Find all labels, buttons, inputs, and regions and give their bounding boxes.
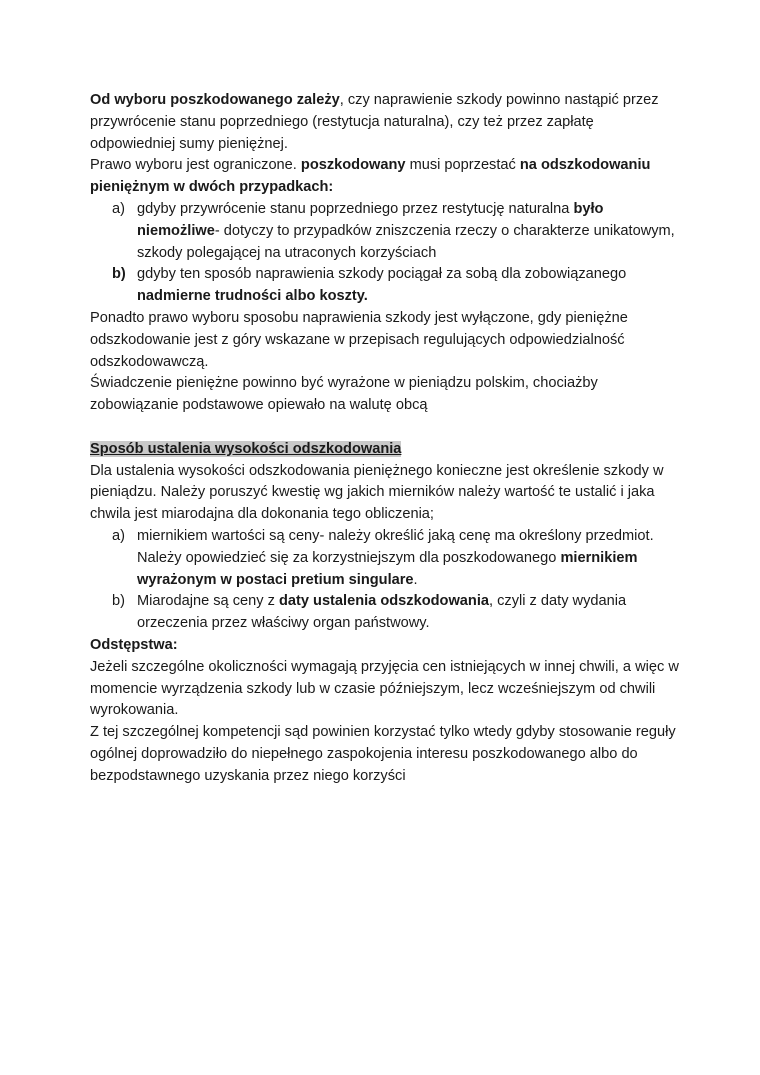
section-heading: Sposób ustalenia wysokości odszkodowania xyxy=(90,440,402,457)
list-item xyxy=(90,591,680,635)
limits-bold-d: na odszkodowaniu pieniężnym w dwóch przypadkach: xyxy=(90,157,651,196)
list-item-text: Miarodajne są ceny z xyxy=(137,593,279,610)
method-paragraph: Dla ustalenia wysokości odszkodowania pieniężnego konieczne jest określenie szkody w pieniądzu. Należy poruszyć kwestię wg jakich mierników należy wartość te ustalić i jaka chwila jest miarodajna dla dokonania tego obliczenia; xyxy=(90,462,664,523)
list-marker: b) xyxy=(112,593,125,610)
list-item-bold: daty ustalenia odszkodowania xyxy=(278,593,490,610)
list-item-text-tail: , czyli z daty wydania orzeczenia przez właściwy organ państwowy. xyxy=(137,593,627,632)
blank-line xyxy=(90,417,680,439)
cases-list xyxy=(90,199,680,308)
limits-paragraph xyxy=(90,155,680,199)
limits-text-a: Prawo wyboru jest ograniczone. xyxy=(90,157,301,174)
list-item xyxy=(90,526,680,591)
list-item-text: gdyby przywrócenie stanu poprzedniego przez restytucję naturalna xyxy=(137,200,574,217)
exclusion-paragraph: Ponadto prawo wyboru sposobu naprawienia szkody jest wyłączone, gdy pieniężne odszkodowanie jest z góry wskazane w przepisach regulujących odpowiedzialność odszkodowawczą. xyxy=(90,309,628,370)
exceptions-paragraph: Jeżeli szczególne okoliczności wymagają przyjęcia cen istniejących w innej chwili, a więc w momencie wyrządzenia szkody lub w czasie późniejszym, lecz wcześniejszym od chwili wyrokowania. xyxy=(90,658,679,719)
list-item-text: gdyby ten sposób naprawienia szkody pociągał za sobą dla zobowiązanego xyxy=(137,266,627,283)
list-item-text-tail: . xyxy=(413,571,418,588)
list-marker: a) xyxy=(112,527,125,544)
competence-paragraph: Z tej szczególnej kompetencji sąd powinien korzystać tylko wtedy gdyby stosowanie reguły ogólnej doprowadziło do niepełnego zaspokojenia interesu poszkodowanego albo do bezpodstawnego uzyskania przez niego korzyści xyxy=(90,724,676,784)
list-item-bold: nadmierne trudności albo koszty. xyxy=(137,288,368,305)
list-marker: a) xyxy=(112,200,125,217)
intro-text: , czy naprawienie szkody powinno nastąpić przez przywrócenie stanu poprzedniego (restytucja naturalna), czy też przez zapłatę odpowiedniej sumy pieniężnej. xyxy=(90,92,659,152)
intro-paragraph xyxy=(90,90,680,155)
list-item-text: miernikiem wartości są ceny- należy określić jaką cenę ma określony przedmiot. Należy opowiedzieć się za korzystniejszym dla poszkodowanego xyxy=(137,527,654,566)
exceptions-title xyxy=(90,635,680,657)
section-heading-line xyxy=(90,439,680,461)
exceptions-title-text: Odstępstwa: xyxy=(90,636,178,653)
list-item-bold: miernikiem wyrażonym w postaci pretium singulare xyxy=(137,549,638,588)
list-item-bold: było niemożliwe xyxy=(137,200,604,239)
list-marker: b) xyxy=(112,266,126,283)
measures-list xyxy=(90,526,680,635)
list-item-text-tail: - dotyczy to przypadków zniszczenia rzeczy o charakterze unikatowym, szkody polegającej na utraconych korzyściach xyxy=(137,222,675,261)
document-page xyxy=(90,90,680,788)
limits-bold-b: poszkodowany xyxy=(300,157,406,174)
currency-paragraph: Świadczenie pieniężne powinno być wyrażone w pieniądzu polskim, chociażby zobowiązanie podstawowe opiewało na walutę obcą xyxy=(90,375,598,414)
limits-text-c: musi poprzestać xyxy=(405,157,520,174)
list-item xyxy=(90,264,680,308)
intro-bold-lead: Od wyboru poszkodowanego zależy xyxy=(90,92,340,108)
list-item xyxy=(90,199,680,264)
